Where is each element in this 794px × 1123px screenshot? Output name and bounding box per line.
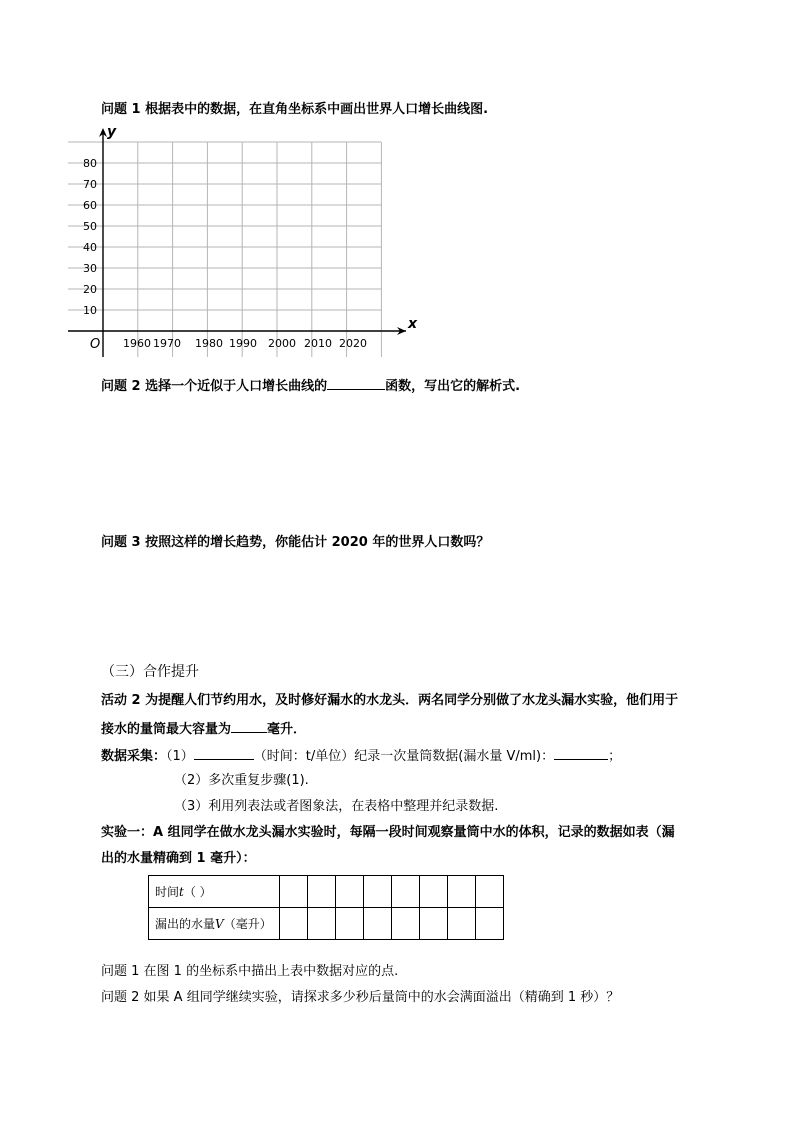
answer-blank-function[interactable] [327,376,385,390]
y-tick-label: 10 [83,304,97,317]
y-tick-label: 20 [83,283,97,296]
table-cell[interactable] [364,876,392,908]
origin-label: O [90,337,101,352]
step-1-prefix: （1） [166,749,194,764]
y-tick-label: 30 [83,262,97,275]
table-cell[interactable] [392,876,420,908]
y-tick-labels [83,157,97,317]
y-tick-label: 80 [83,157,97,170]
activity-2-text-a: 接水的量筒最大容量为 [101,722,232,737]
table-cell[interactable] [420,876,448,908]
activity-2-line-1: 活动 2 为提醒人们节约用水，及时修好漏水的水龙头．两名同学分别做了水龙头漏水实验，他们用于 [101,693,679,708]
question-2-text-b: 函数，写出它的解析式. [385,379,521,394]
data-table [148,875,504,940]
y-tick-label: 50 [83,220,97,233]
question-2-text-a: 问题 2 选择一个近似于人口增长曲线的 [101,379,328,394]
table-header-volume: 漏出的水量V（毫升） [149,908,280,940]
table-cell[interactable] [392,908,420,940]
chart-axes [68,128,406,357]
population-chart [68,120,418,360]
x-tick-label: 1960 [123,337,151,350]
table-row-volume [149,908,504,940]
step-1-text: （时间：t/单位）纪录一次量筒数据(漏水量 V/ml)： [253,749,555,764]
table-cell[interactable] [280,876,308,908]
x-tick-label: 2010 [304,337,332,350]
bottom-question-1: 问题 1 在图 1 的坐标系中描出上表中数据对应的点. [101,964,399,979]
question-1: 问题 1 根据表中的数据，在直角坐标系中画出世界人口增长曲线图. [101,102,489,117]
table-cell[interactable] [364,908,392,940]
step-1-suffix: ； [608,749,622,764]
y-tick-label: 70 [83,178,97,191]
table-cell[interactable] [448,908,476,940]
answer-blank-volume[interactable] [554,746,608,760]
y-tick-label: 60 [83,199,97,212]
answer-blank-capacity[interactable] [231,719,267,733]
x-tick-label: 1990 [229,337,257,350]
activity-2-line-2 [101,719,306,739]
chart-grid [68,142,381,357]
table-header-time: 时间t（ ） [149,876,280,908]
table-cell[interactable] [420,908,448,940]
x-tick-label: 1980 [195,337,223,350]
table-cell[interactable] [336,876,364,908]
x-tick-label: 1970 [153,337,181,350]
data-collection-label: 数据采集： [101,749,167,764]
activity-2-text-b: 毫升． [267,722,307,737]
bottom-question-2: 问题 2 如果 A 组同学继续实验，请探求多少秒后量筒中的水会满面溢出（精确到 1 秒）？ [101,990,620,1005]
x-tick-labels [123,337,367,350]
table-cell[interactable] [280,908,308,940]
table-row-time [149,876,504,908]
table-cell[interactable] [448,876,476,908]
question-3: 问题 3 按照这样的增长趋势，你能估计 2020 年的世界人口数吗？ [101,535,490,550]
answer-blank-time[interactable] [194,746,254,760]
y-axis-label: y [107,124,117,140]
x-tick-label: 2020 [339,337,367,350]
table-cell[interactable] [308,876,336,908]
x-axis-label: x [408,316,418,332]
data-collection-step-1 [101,746,621,766]
question-2 [101,376,520,396]
x-tick-label: 2000 [268,337,296,350]
experiment-line-2: 出的水量精确到 1 毫升）： [101,851,256,866]
table-cell[interactable] [336,908,364,940]
table-cell[interactable] [476,908,504,940]
data-collection-step-2: （2）多次重复步骤(1). [174,773,309,788]
table-cell[interactable] [476,876,504,908]
data-collection-step-3: （3）利用列表法或者图象法，在表格中整理并纪录数据. [174,799,499,814]
section-title: （三）合作提升 [101,664,199,680]
y-tick-label: 40 [83,241,97,254]
table-cell[interactable] [308,908,336,940]
experiment-line-1: 实验一：A 组同学在做水龙头漏水实验时，每隔一段时间观察量筒中水的体积，记录的数据如表（漏 [101,825,675,840]
